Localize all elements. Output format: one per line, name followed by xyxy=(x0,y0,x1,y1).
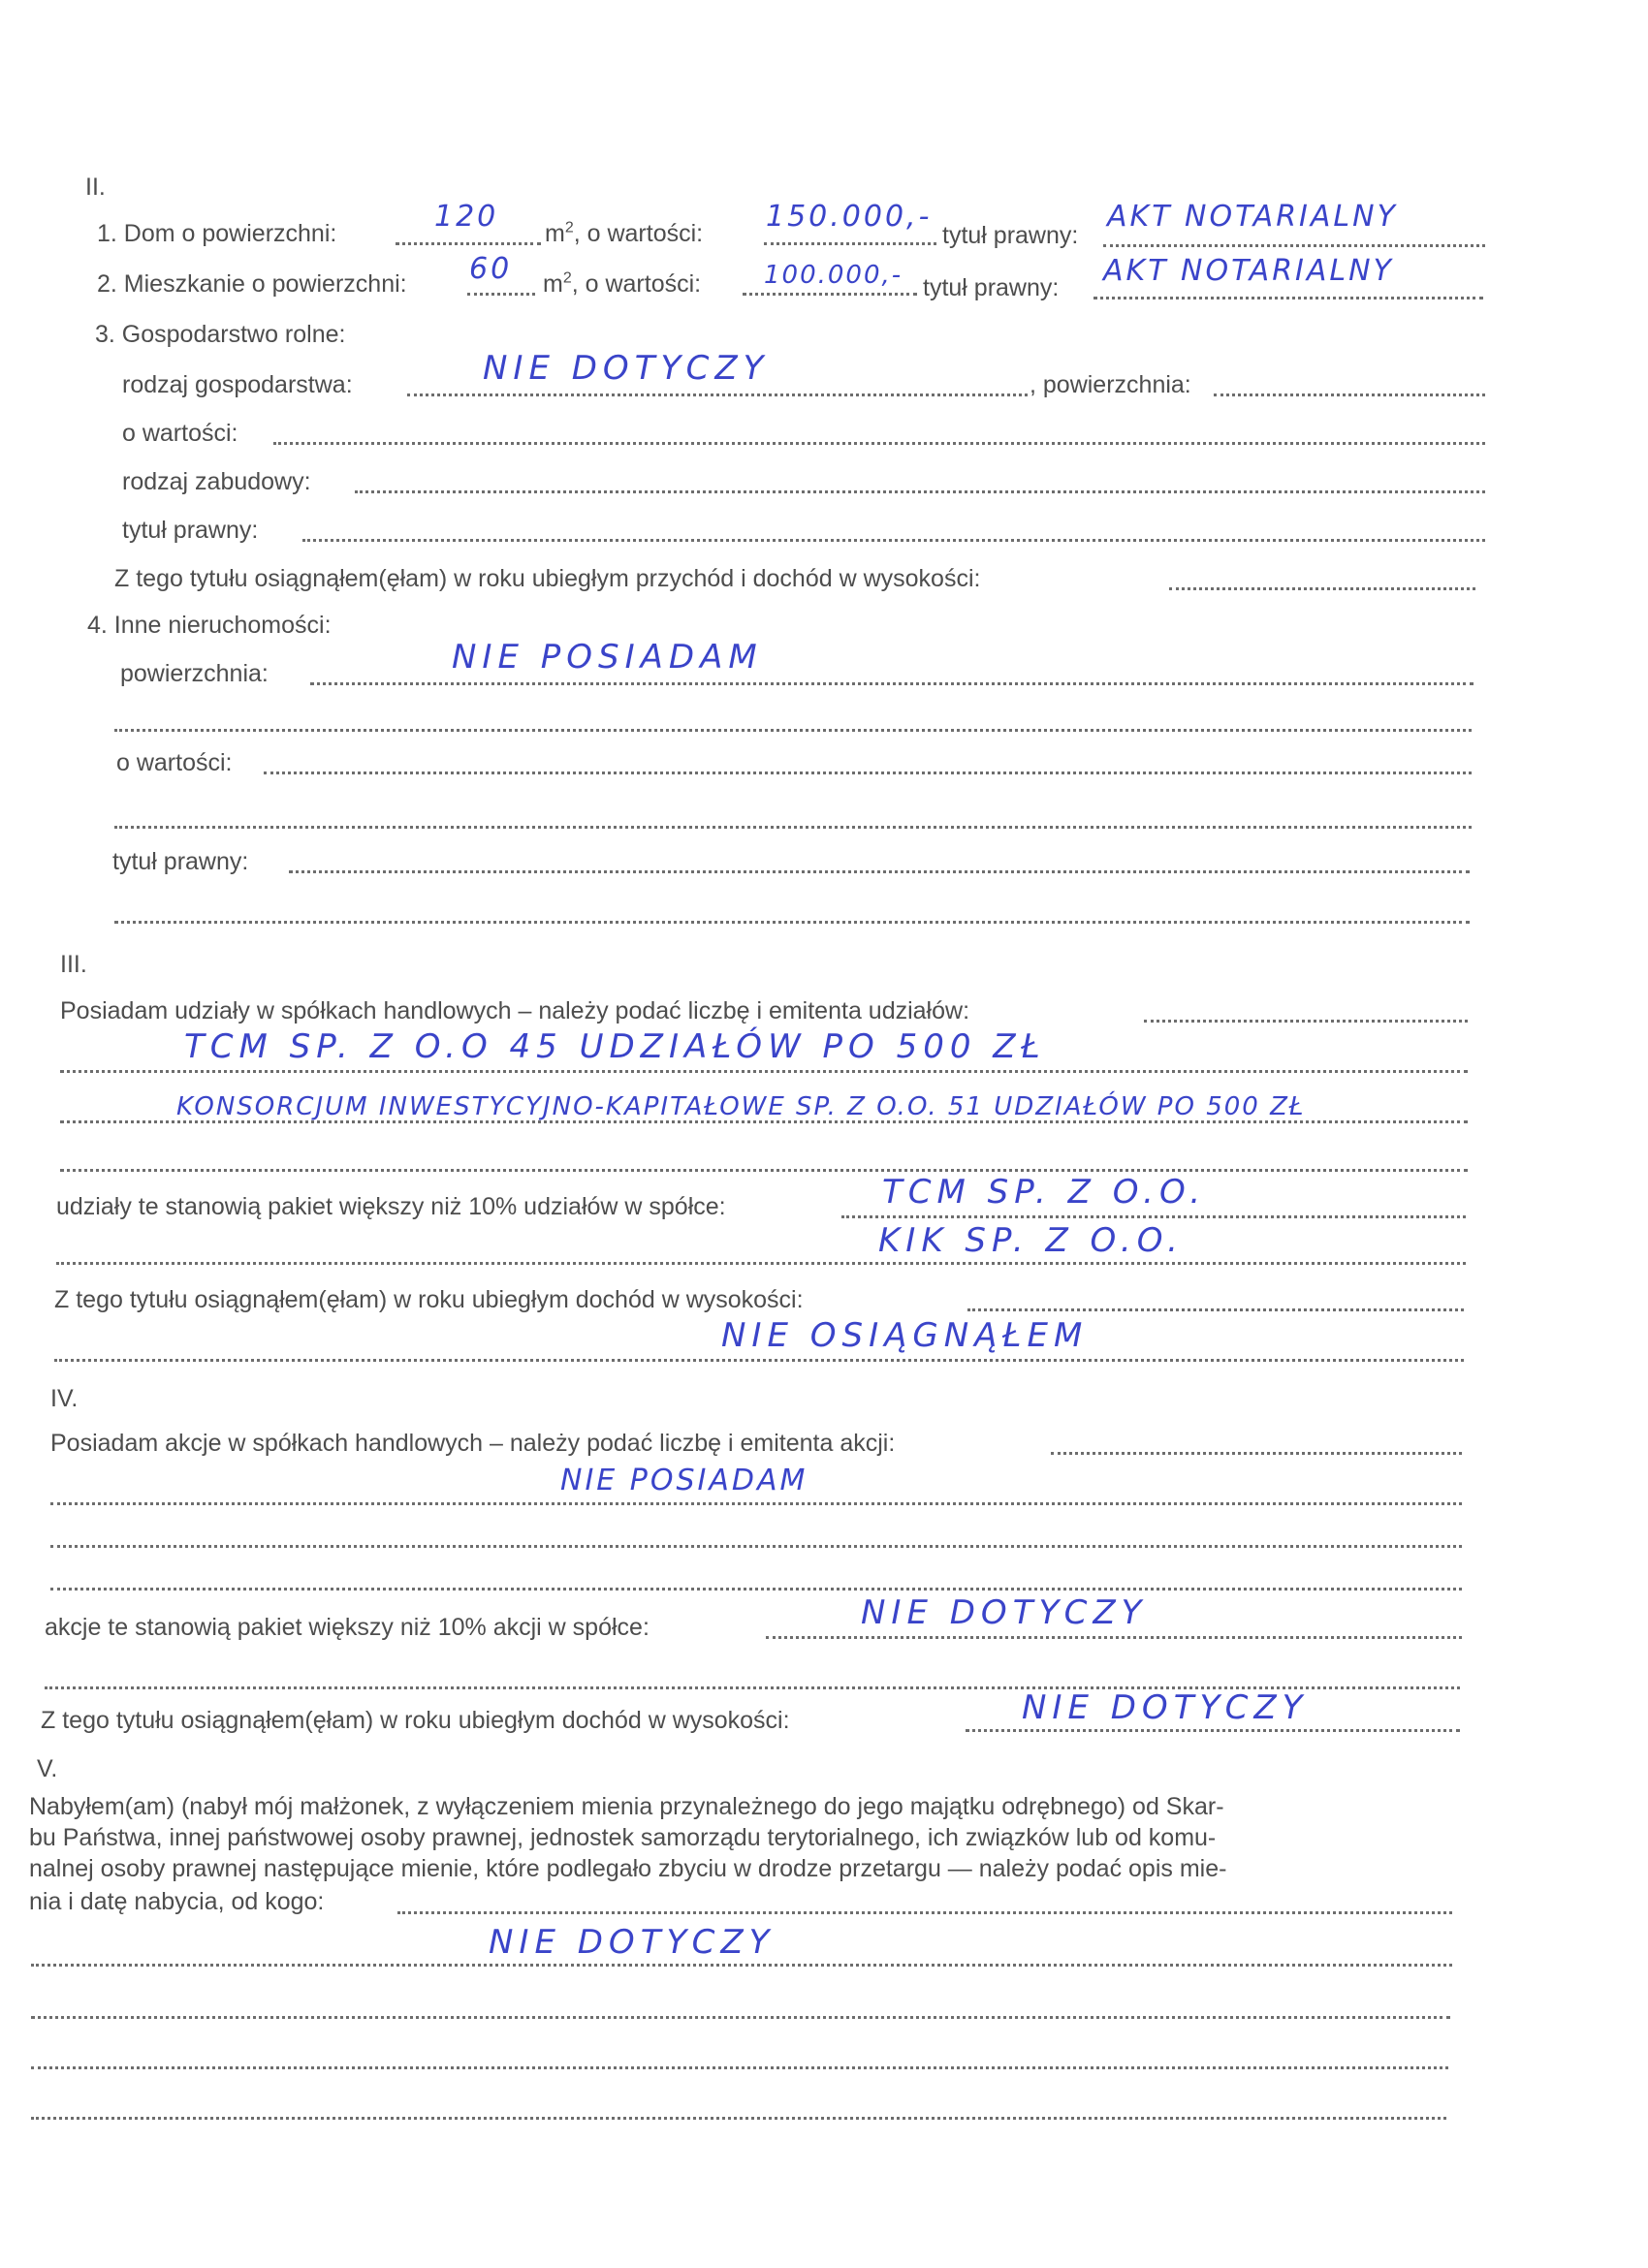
nabycie-line-3 xyxy=(31,2066,1448,2069)
gospodarstwo-rodzaj-value: NIE DOTYCZY xyxy=(483,349,770,388)
section-iii-heading: III. xyxy=(60,951,87,978)
akcje-pakiet-value: NIE DOTYCZY xyxy=(861,1593,1148,1632)
dom-value-line xyxy=(764,242,936,245)
gospodarstwo-tytul-line xyxy=(302,539,1485,542)
nabycie-line-2 xyxy=(31,2016,1450,2019)
akcje-line-2 xyxy=(50,1545,1462,1548)
gospodarstwo-wartosc-line xyxy=(273,442,1485,445)
akcje-value-1: NIE POSIADAM xyxy=(560,1464,808,1497)
gospodarstwo-label: 3. Gospodarstwo rolne: xyxy=(95,321,346,348)
udzialy-intro: Posiadam udziały w spółkach handlowych – należy podać liczbę i emitenta udziałów: xyxy=(60,997,970,1024)
dom-label: 1. Dom o powierzchni: xyxy=(97,220,337,247)
mieszkanie-area-unit: $m^2$, o wartości: xyxy=(543,269,702,298)
gospodarstwo-zabudowa-line xyxy=(355,490,1485,493)
akcje-intro-line xyxy=(1051,1452,1462,1455)
udzialy-dochod-value: NIE OSIĄGNĄŁEM xyxy=(721,1316,1089,1355)
mieszkanie-label: 2. Mieszkanie o powierzchni: xyxy=(97,270,407,298)
section-v-heading: V. xyxy=(37,1755,58,1782)
mieszkanie-value: 100.000,- xyxy=(764,261,903,290)
gospodarstwo-tytul-label: tytuł prawny: xyxy=(122,517,259,544)
inne-label: 4. Inne nieruchomości: xyxy=(87,612,332,639)
dom-title-value: AKT NOTARIALNY xyxy=(1107,200,1398,234)
udzialy-dochod-line xyxy=(967,1308,1464,1311)
gospodarstwo-przychod-line xyxy=(1169,587,1475,590)
udzialy-value-2: KONSORCJUM INWESTYCYJNO-KAPITAŁOWE SP. Z O.O. 51 UDZIAŁÓW PO 500 ZŁ xyxy=(176,1092,1306,1121)
gospodarstwo-wartosc-label: o wartości: xyxy=(122,420,238,447)
udzialy-dochod-line-2 xyxy=(54,1359,1464,1362)
inne-powierzchnia-line xyxy=(310,682,1474,685)
akcje-dochod-label: Z tego tytułu osiągnąłem(ęłam) w roku ubiegłym dochód w wysokości: xyxy=(41,1707,790,1734)
inne-powierzchnia-label: powierzchnia: xyxy=(120,660,269,687)
udzialy-pakiet-value-1: TCM SP. Z O.O. xyxy=(882,1173,1207,1212)
dom-title-label: tytuł prawny: xyxy=(942,222,1079,249)
udzialy-pakiet-label: udziały te stanowią pakiet większy niż 10% udziałów w spółce: xyxy=(56,1193,726,1220)
dom-area-unit: $m^2$, o wartości: xyxy=(545,219,704,247)
mieszkanie-area-line xyxy=(467,293,535,296)
nabycie-value: NIE DOTYCZY xyxy=(489,1923,776,1962)
gospodarstwo-powierzchnia-line xyxy=(1214,394,1485,396)
dom-area-line xyxy=(396,242,541,245)
udzialy-pakiet-line-2 xyxy=(56,1262,1466,1265)
udzialy-dochod-label: Z tego tytułu osiągnąłem(ęłam) w roku ubiegłym dochód w wysokości: xyxy=(54,1286,804,1313)
akcje-line-3 xyxy=(50,1588,1462,1591)
udzialy-pakiet-value-2: KIK SP. Z O.O. xyxy=(878,1221,1184,1260)
nabycie-para-2: bu Państwa, innej państwowej osoby prawnej, jednostek samorządu terytorialnego, ich związków lub od komu- xyxy=(29,1824,1217,1851)
mieszkanie-title-label: tytuł prawny: xyxy=(923,274,1060,301)
udzialy-value-1: TCM SP. Z O.O 45 UDZIAŁÓW PO 500 ZŁ xyxy=(184,1027,1046,1066)
udzialy-line-3 xyxy=(60,1169,1468,1172)
akcje-line-1 xyxy=(50,1502,1462,1505)
akcje-pakiet-line xyxy=(766,1636,1462,1639)
nabycie-para-1: Nabyłem(am) (nabył mój małżonek, z wyłączeniem mienia przynależnego do jego majątku odrębnego) od Skar- xyxy=(29,1793,1224,1820)
nabycie-para-3: nalnej osoby prawnej następujące mienie, które podlegało zbyciu w drodze przetargu — należy podać opis mie- xyxy=(29,1855,1227,1882)
nabycie-line-1 xyxy=(31,1964,1452,1967)
akcje-dochod-line xyxy=(966,1729,1460,1732)
nabycie-line-4 xyxy=(31,2117,1446,2120)
inne-extra-line-2 xyxy=(114,826,1472,829)
gospodarstwo-przychod-label: Z tego tytułu osiągnąłem(ęłam) w roku ubiegłym przychód i dochód w wysokości: xyxy=(114,565,981,592)
gospodarstwo-rodzaj-line xyxy=(407,394,1028,396)
nabycie-line-0 xyxy=(397,1911,1452,1914)
mieszkanie-title-line xyxy=(1093,297,1483,299)
gospodarstwo-rodzaj-label: rodzaj gospodarstwa: xyxy=(122,371,353,398)
inne-wartosc-line xyxy=(264,772,1472,774)
udzialy-intro-line xyxy=(1144,1020,1468,1023)
mieszkanie-value-line xyxy=(743,293,917,296)
akcje-pakiet-label: akcje te stanowią pakiet większy niż 10% akcji w spółce: xyxy=(45,1614,650,1641)
nabycie-para-4: nia i datę nabycia, od kogo: xyxy=(29,1888,325,1915)
gospodarstwo-zabudowa-label: rodzaj zabudowy: xyxy=(122,468,311,495)
inne-tytul-line xyxy=(289,870,1470,873)
akcje-intro: Posiadam akcje w spółkach handlowych – należy podać liczbę i emitenta akcji: xyxy=(50,1430,896,1457)
dom-value: 150.000,- xyxy=(766,200,933,234)
section-iv-heading: IV. xyxy=(50,1385,79,1412)
inne-powierzchnia-value: NIE POSIADAM xyxy=(452,638,763,677)
inne-tytul-label: tytuł prawny: xyxy=(112,848,249,875)
udzialy-pakiet-line xyxy=(841,1215,1466,1218)
inne-extra-line-3 xyxy=(114,921,1470,924)
section-ii-heading: II. xyxy=(85,173,106,201)
udzialy-line-1 xyxy=(60,1070,1468,1073)
dom-title-line xyxy=(1103,244,1485,247)
gospodarstwo-powierzchnia-label: , powierzchnia: xyxy=(1030,371,1191,398)
mieszkanie-title-value: AKT NOTARIALNY xyxy=(1103,254,1394,288)
inne-extra-line xyxy=(114,729,1472,732)
mieszkanie-area-value: 60 xyxy=(469,252,513,286)
dom-area-value: 120 xyxy=(434,200,499,234)
akcje-dochod-value: NIE DOTYCZY xyxy=(1022,1688,1309,1727)
inne-wartosc-label: o wartości: xyxy=(116,749,233,776)
